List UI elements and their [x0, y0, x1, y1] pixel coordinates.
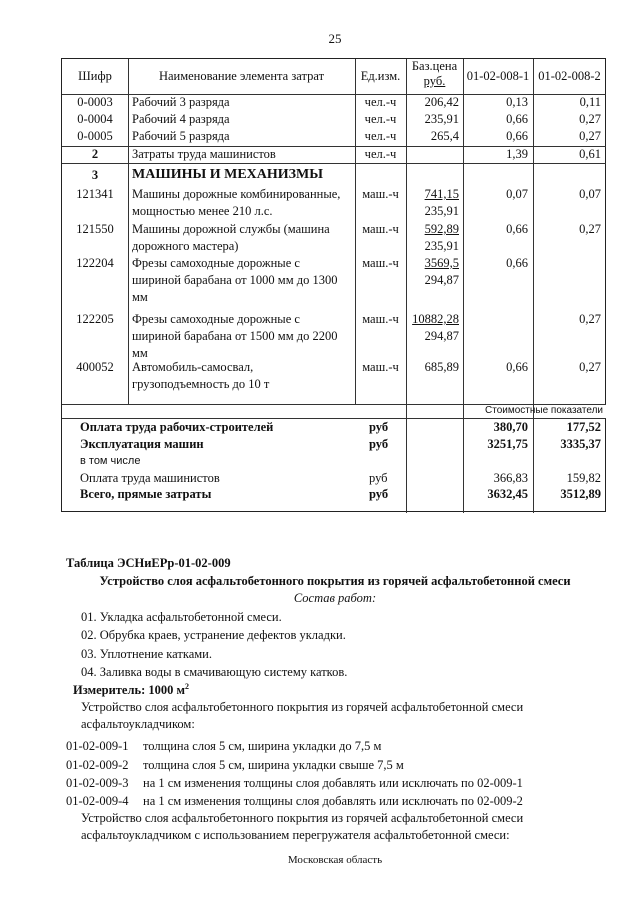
row-v1: 0,66: [506, 129, 528, 143]
summary-label: Всего, прямые затраты: [80, 487, 212, 501]
cost-indicators-header: Стоимостные показатели: [485, 405, 603, 416]
summary-v1: 3251,75: [487, 437, 528, 451]
work-item: 04. Заливка воды в смачивающую систему катков.: [81, 665, 348, 679]
row-price: 10882,28 294,87: [412, 312, 459, 343]
row-v1: 0,66: [506, 256, 528, 270]
summary-unit: руб: [369, 437, 389, 451]
row-unit: чел.-ч: [364, 147, 397, 161]
row-v1: 1,39: [506, 147, 528, 161]
row-name: Рабочий 5 разряда: [132, 129, 230, 143]
row-code: 121550: [76, 222, 114, 236]
summary-label: Эксплуатация машин: [80, 437, 204, 451]
row-unit: маш.-ч: [362, 187, 399, 201]
page-footer: Московская область: [287, 854, 383, 866]
norm-code: 01-02-009-3: [66, 776, 129, 790]
row-name: Затраты труда машинистов: [132, 147, 276, 161]
row-price: 265,4: [430, 129, 459, 143]
row-code: 122205: [76, 312, 114, 326]
divider: [128, 59, 129, 404]
row-v1: 0,13: [506, 95, 528, 109]
header-unit: Ед.изм.: [360, 69, 401, 83]
row-price: 592,89 235,91: [424, 222, 459, 253]
row-code: 0-0003: [77, 95, 113, 109]
summary-v1: 3632,45: [487, 487, 528, 501]
row-price: 235,91: [424, 112, 459, 126]
works-heading: Состав работ:: [293, 591, 377, 605]
summary-unit: руб: [369, 471, 388, 485]
summary-label: Оплата труда рабочих-строителей: [80, 420, 274, 434]
group-description: Устройство слоя асфальтобетонного покрытия из горячей асфальтобетонной смеси асфальтоукладчиком с использованием перегружателя асфальтобетонной смеси:: [81, 811, 524, 842]
section-title: Устройство слоя асфальтобетонного покрытия из горячей асфальтобетонной смеси: [99, 574, 571, 588]
row-unit: чел.-ч: [364, 129, 397, 143]
row-code: 400052: [76, 360, 114, 374]
row-code: 0-0004: [77, 112, 113, 126]
row-name: Рабочий 4 разряда: [132, 112, 230, 126]
row-code: 2: [91, 147, 99, 161]
page-number: 25: [328, 31, 342, 46]
row-v2: 0,27: [579, 312, 601, 326]
section-heading: МАШИНЫ И МЕХАНИЗМЫ: [132, 167, 324, 182]
row-price: 741,15 235,91: [424, 187, 459, 218]
row-code: 0-0005: [77, 129, 113, 143]
row-unit: маш.-ч: [362, 312, 399, 326]
row-name: Машины дорожной службы (машина дорожного мастера): [132, 222, 330, 253]
row-name: Фрезы самоходные дорожные с шириной барабана от 1500 мм до 2200 мм: [132, 312, 338, 360]
summary-v2: 177,52: [566, 420, 601, 434]
row-v2: 0,27: [579, 129, 601, 143]
norm-code: 01-02-009-2: [66, 758, 129, 772]
row-name: Рабочий 3 разряда: [132, 95, 230, 109]
norm-code: 01-02-009-1: [66, 739, 129, 753]
header-base-price-l2: руб.: [423, 74, 446, 88]
row-name: Фрезы самоходные дорожные с шириной барабана от 1000 мм до 1300 мм: [132, 256, 338, 304]
row-v1: 0,66: [506, 222, 528, 236]
divider: [62, 163, 606, 164]
summary-label: Оплата труда машинистов: [80, 471, 220, 485]
norm-text: на 1 см изменения толщины слоя добавлять или исключать по 02-009-1: [143, 776, 523, 790]
work-item: 01. Укладка асфальтобетонной смеси.: [81, 610, 282, 624]
table-id: Таблица ЭСНиЕРр-01-02-009: [66, 556, 231, 570]
row-price: 3569,5 294,87: [424, 256, 459, 287]
group-description: Устройство слоя асфальтобетонного покрытия из горячей асфальтобетонной смеси асфальтоукладчиком:: [81, 700, 524, 731]
row-unit: маш.-ч: [362, 360, 399, 374]
norm-text: толщина слоя 5 см, ширина укладки до 7,5 м: [143, 739, 382, 753]
norms-table: [61, 58, 606, 512]
row-name: Автомобиль-самосвал, грузоподъемность до 10 т: [132, 360, 270, 391]
row-v2: 0,27: [579, 222, 601, 236]
row-v2: 0,07: [579, 187, 601, 201]
summary-unit: руб: [369, 487, 389, 501]
row-v1: 0,66: [506, 112, 528, 126]
header-col1: 01-02-008-1: [466, 69, 530, 83]
header-col2: 01-02-008-2: [538, 69, 601, 83]
meter-label: Измеритель: 1000 $м^2$: [73, 682, 190, 697]
summary-v2: 3335,37: [560, 437, 601, 451]
row-code: 122204: [76, 256, 114, 270]
row-v2: 0,11: [579, 95, 601, 109]
summary-v2: 3512,89: [560, 487, 601, 501]
row-code: 121341: [76, 187, 114, 201]
norm-code: 01-02-009-4: [66, 794, 129, 808]
row-v1: 0,07: [506, 187, 528, 201]
row-price: 685,89: [424, 360, 459, 374]
summary-v1: 380,70: [493, 420, 528, 434]
work-item: 03. Уплотнение катками.: [81, 647, 212, 661]
row-v2: 0,27: [579, 360, 601, 374]
row-code: 3: [91, 168, 99, 182]
header-code: Шифр: [78, 69, 112, 83]
header-base-price: [406, 59, 463, 89]
summary-v2: 159,82: [566, 471, 601, 485]
row-price: 206,42: [424, 95, 459, 109]
norm-text: на 1 см изменения толщины слоя добавлять или исключать по 02-009-2: [143, 794, 523, 808]
row-unit: маш.-ч: [362, 256, 399, 270]
row-v1: 0,66: [506, 360, 528, 374]
row-unit: чел.-ч: [364, 112, 397, 126]
work-item: 02. Обрубка краев, устранение дефектов укладки.: [81, 628, 346, 642]
row-v2: 0,27: [579, 112, 601, 126]
summary-label: в том числе: [80, 455, 141, 467]
row-v2: 0,61: [579, 147, 601, 161]
row-unit: чел.-ч: [364, 95, 397, 109]
row-unit: маш.-ч: [362, 222, 399, 236]
row-name: Машины дорожные комбинированные, мощностью менее 210 л.с.: [132, 187, 341, 218]
header-name: Наименование элемента затрат: [158, 69, 325, 83]
norm-text: толщина слоя 5 см, ширина укладки свыше 7,5 м: [143, 758, 404, 772]
summary-v1: 366,83: [493, 471, 528, 485]
header-base-price-l1: Баз.цена: [411, 59, 458, 73]
summary-unit: руб: [369, 420, 389, 434]
